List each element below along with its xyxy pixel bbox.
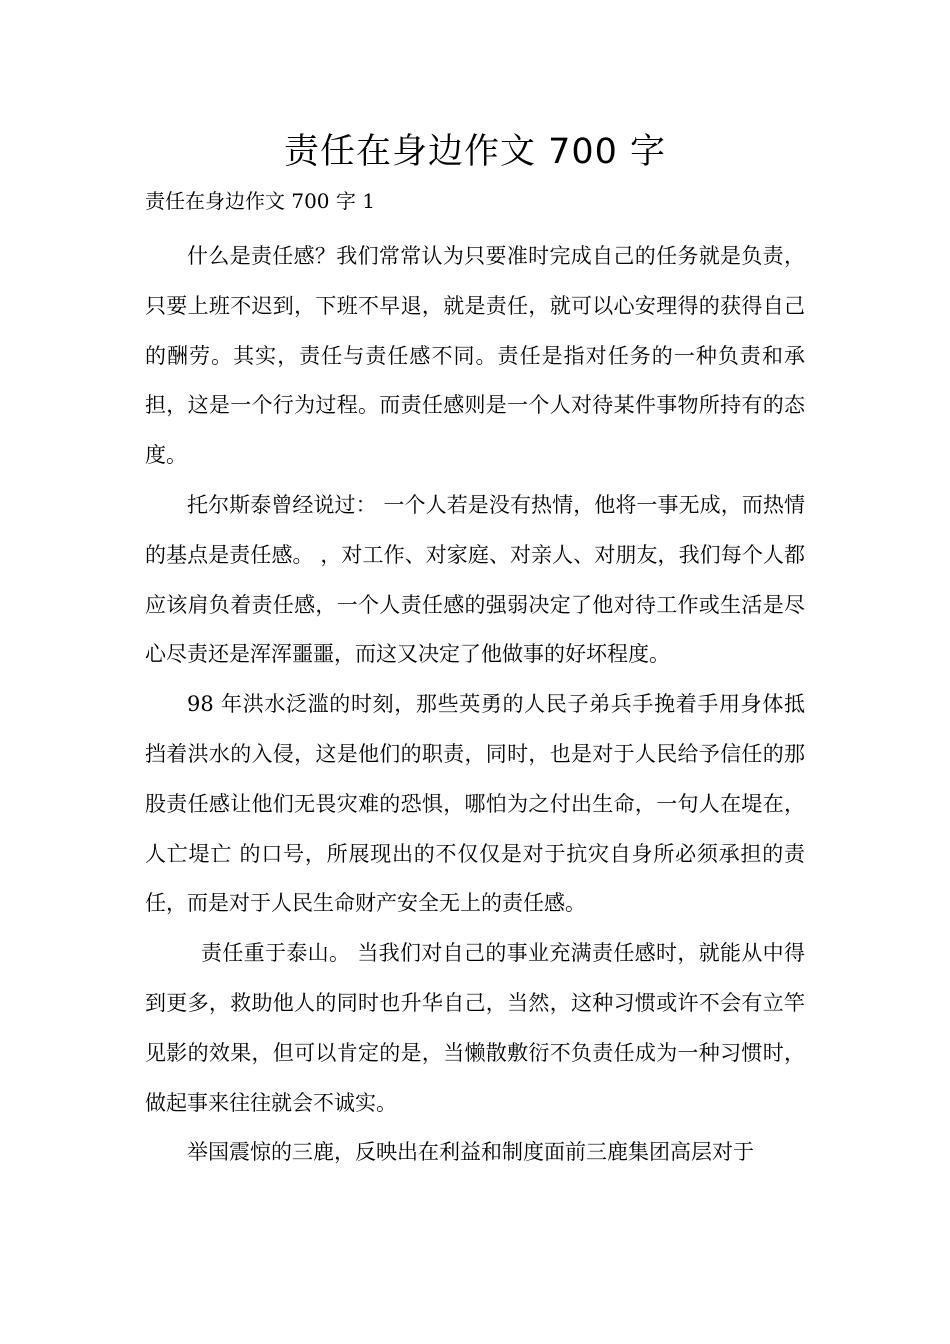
document-title: 责任在身边作文 700 字: [283, 132, 667, 172]
paragraph: 托尔斯泰曾经说过： 一个人若是没有热情，他将一事无成，而热情的基点是责任感。 ，对工作、对家庭、对亲人、对朋友，我们每个人都应该肩负着责任感，一个人责任感的强弱决定了他对待工作或生活是尽心尽责还是浑浑噩噩，而这又决定了他做事的好坏程度。: [145, 492, 805, 667]
paragraph: 什么是责任感？我们常常认为只要准时完成自己的任务就是负责，只要上班不迟到，下班不早退，就是责任，就可以心安理得的获得自己的酬劳。其实，责任与责任感不同。责任是指对任务的一种负责和承担，这是一个行为过程。而责任感则是一个人对待某件事物所持有的态度。: [145, 244, 805, 468]
paragraph: 98 年洪水泛滥的时刻，那些英勇的人民子弟兵手挽着手用身体抵挡着洪水的入侵，这是他们的职责，同时，也是对于人民给予信任的那股责任感让他们无畏灾难的恐惧，哪怕为之付出生命，一句人在堤在，人亡堤亡 的口号，所展现出的不仅仅是对于抗灾自身所必须承担的责任，而是对于人民生命财产安全无上的责任感。: [145, 692, 805, 916]
document-body: [145, 232, 805, 1178]
paragraph: 举国震惊的三鹿，反映出在利益和制度面前三鹿集团高层对于: [187, 1140, 754, 1165]
paragraph: 责任重于泰山。 当我们对自己的事业充满责任感时，就能从中得到更多，救助他人的同时也升华自己，当然，这种习惯或许不会有立竿见影的效果，但可以肯定的是，当懒散敷衍不负责任成为一种习惯时，做起事来往往就会不诚实。: [145, 941, 805, 1115]
document-subtitle: 责任在身边作文 700 字 1: [145, 189, 375, 213]
